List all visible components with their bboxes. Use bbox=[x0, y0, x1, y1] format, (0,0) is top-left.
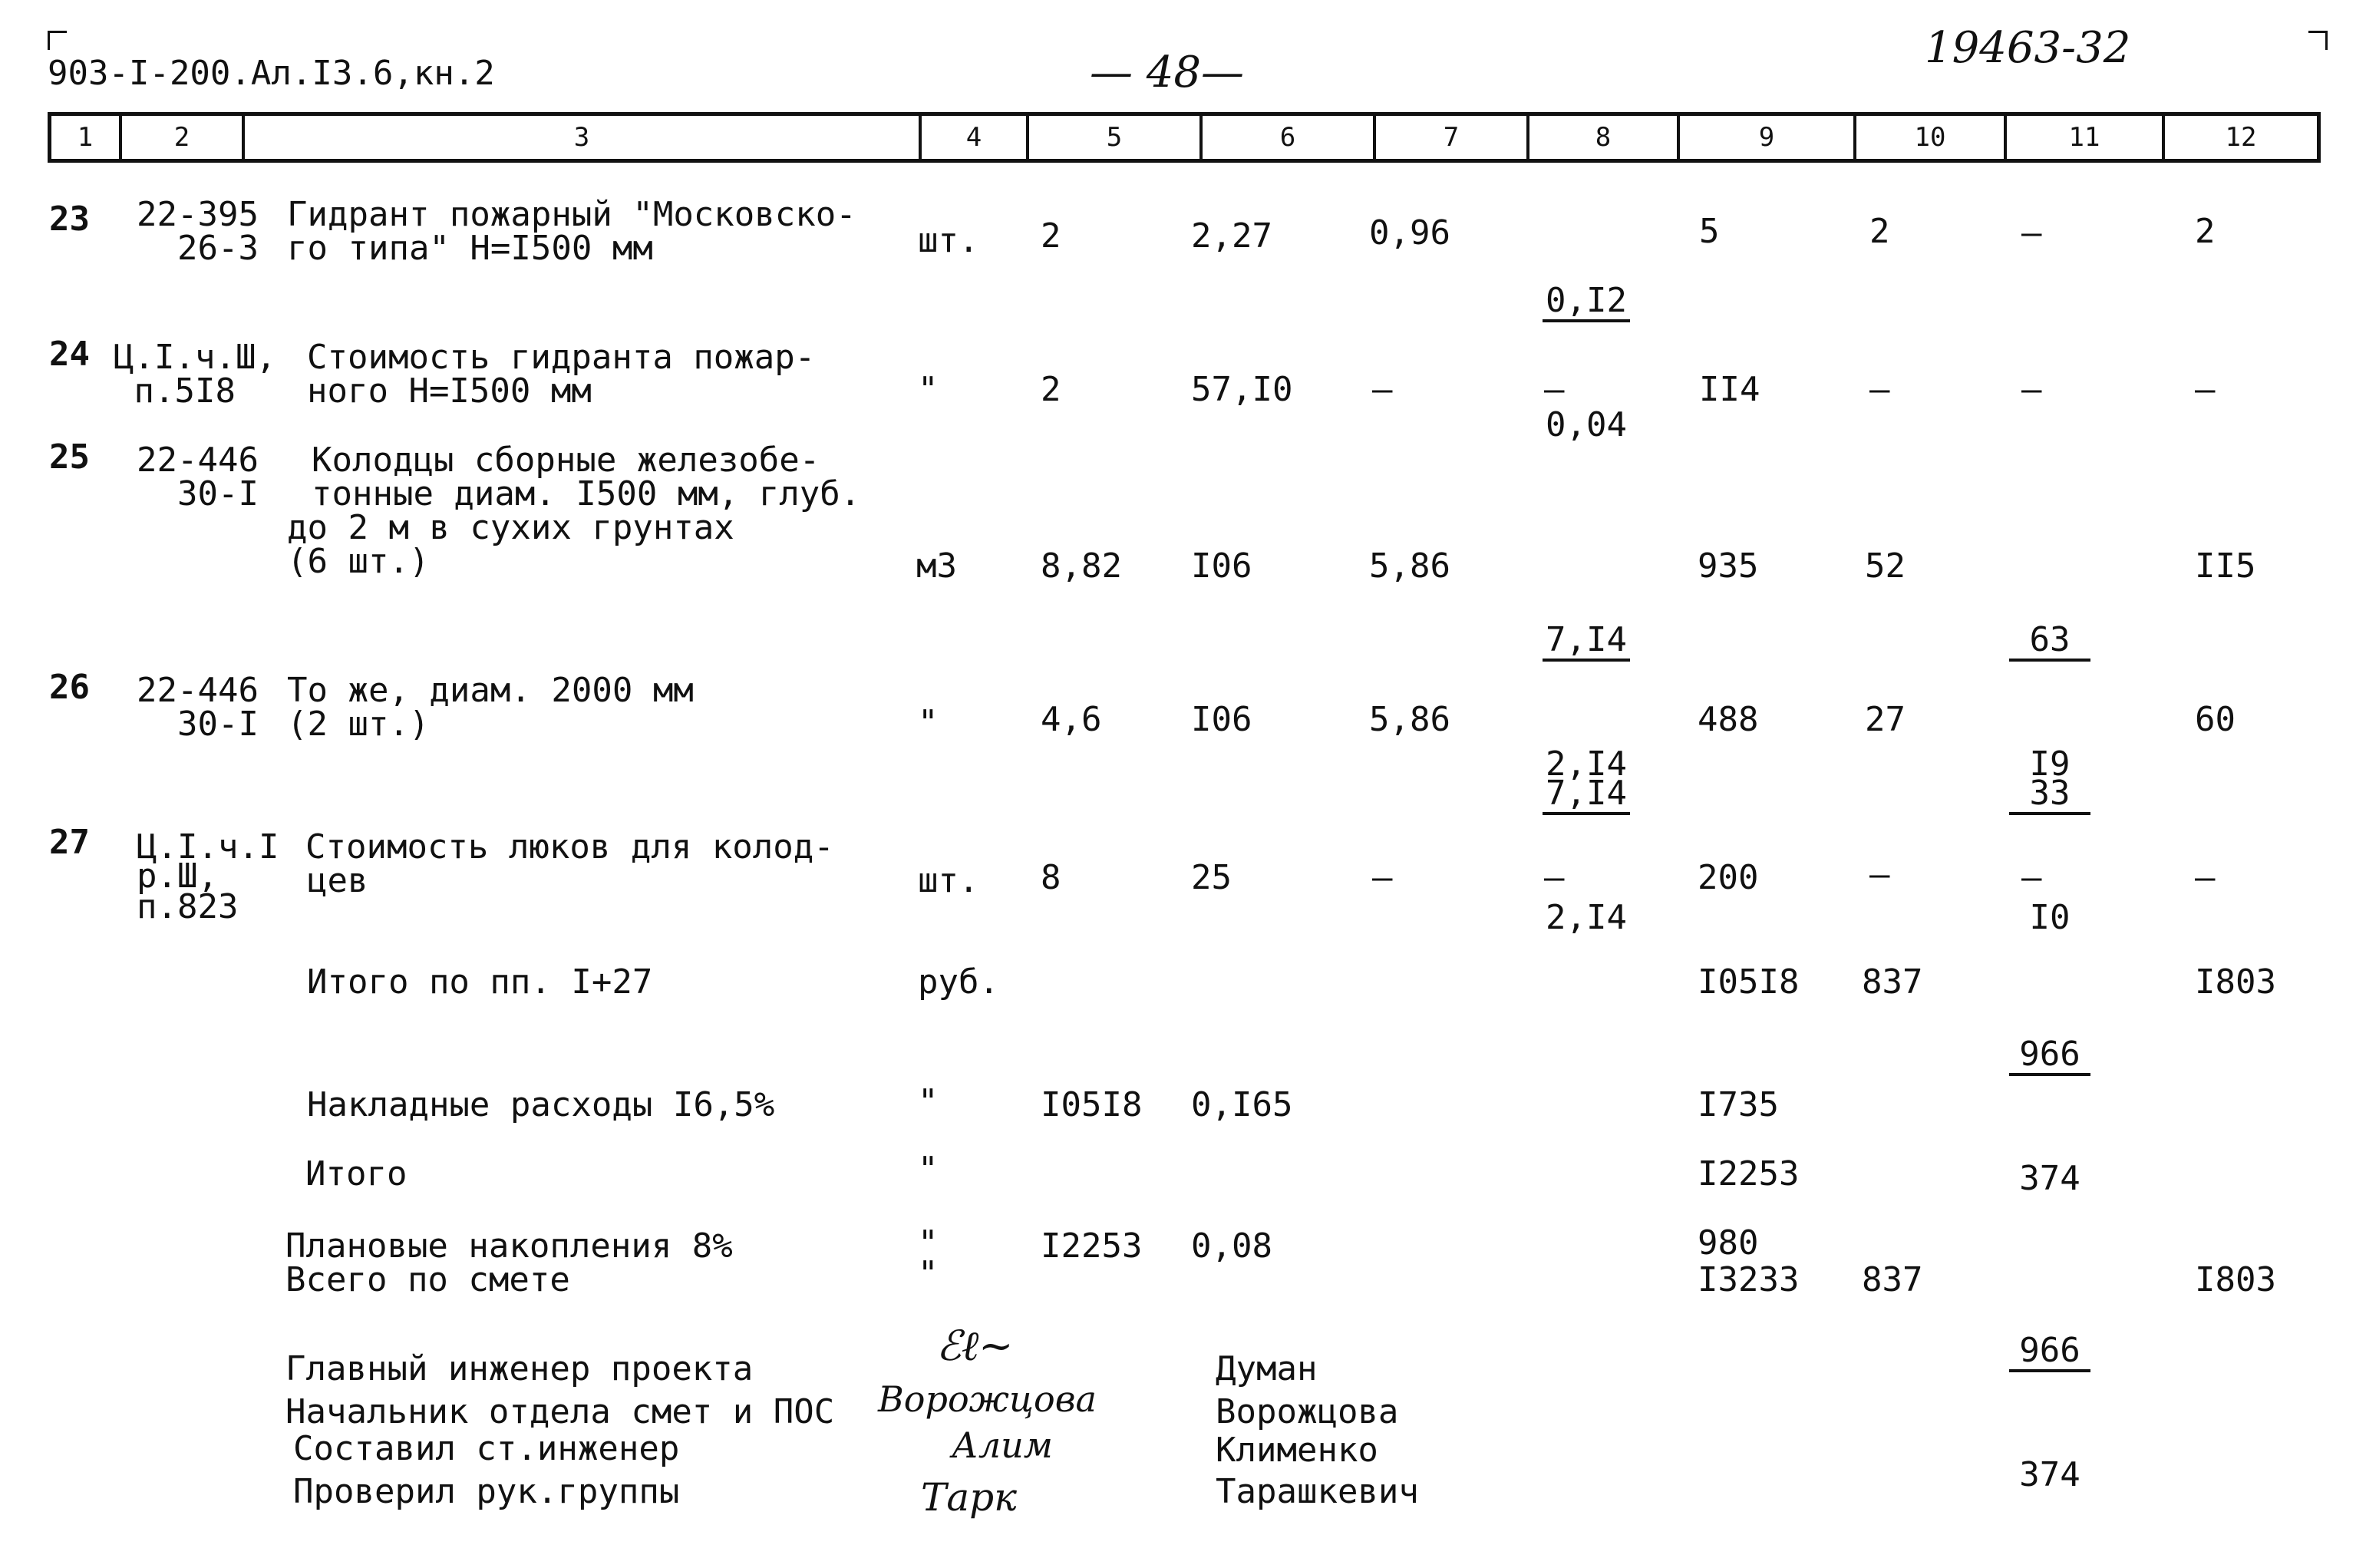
row-code-line: п.823 bbox=[137, 887, 239, 926]
row-number: 23 bbox=[49, 200, 90, 239]
row-col12: 60 bbox=[2195, 700, 2236, 739]
row-name-line: То же, диам. 2000 мм bbox=[287, 671, 694, 710]
totals-col9: I2253 bbox=[1698, 1154, 1800, 1193]
row-number: 27 bbox=[49, 823, 90, 862]
row-name-line: го типа" Н=I500 мм bbox=[287, 229, 653, 268]
row-code-line: 30-I bbox=[137, 474, 259, 513]
totals-unit: руб. bbox=[918, 962, 999, 1002]
row-name-line: Стоимость гидранта пожар- bbox=[307, 338, 816, 377]
row-code-line: Ц.I.ч.Ш, bbox=[114, 338, 276, 377]
row-unit-price: 25 bbox=[1191, 858, 1232, 897]
column-header-1: 1 bbox=[51, 116, 122, 159]
signature-role: Составил ст.инженер bbox=[293, 1429, 680, 1468]
fraction-numerator: 33 bbox=[2009, 775, 2090, 815]
row-quantity: 4,6 bbox=[1041, 700, 1102, 739]
row-col9: 935 bbox=[1698, 546, 1759, 586]
totals-col10: 837 bbox=[1862, 962, 1923, 1002]
row-col11: – bbox=[2021, 213, 2042, 253]
row-name-line: тонные диам. I500 мм, глуб. bbox=[312, 474, 861, 513]
row-name-line: Гидрант пожарный "Московско- bbox=[287, 195, 856, 234]
row-col12: II5 bbox=[2195, 546, 2256, 586]
fraction-denominator: 2,I4 bbox=[1546, 744, 1627, 784]
row-col9: II4 bbox=[1699, 370, 1760, 409]
row-name-line: ного Н=I500 мм bbox=[307, 371, 592, 411]
fraction-denominator: I9 bbox=[2029, 744, 2071, 784]
fraction-numerator: 966 bbox=[2009, 1332, 2090, 1372]
row-col11: – bbox=[2021, 858, 2042, 897]
handwritten-signature: Алим bbox=[952, 1424, 1053, 1466]
row-col10: 2 bbox=[1869, 212, 1890, 251]
document-code: 903-I-200.Ал.I3.6,кн.2 bbox=[48, 54, 495, 93]
row-name-line: (2 шт.) bbox=[287, 705, 430, 744]
totals-label: Плановые накопления 8% bbox=[285, 1226, 733, 1266]
fraction-denominator: 374 bbox=[2019, 1159, 2080, 1198]
row-code-line: 22-446 bbox=[137, 441, 259, 480]
row-name-line: до 2 м в сухих грунтах bbox=[287, 508, 734, 547]
row-name-line: Стоимость люков для колод- bbox=[305, 827, 834, 867]
row-col10: 52 bbox=[1865, 546, 1906, 586]
row-col10: 27 bbox=[1865, 700, 1906, 739]
row-col7: 5,86 bbox=[1369, 546, 1450, 586]
signature-name: Клименко bbox=[1216, 1431, 1378, 1470]
totals-base: I05I8 bbox=[1041, 1085, 1143, 1124]
totals-rate: 0,I65 bbox=[1191, 1085, 1293, 1124]
totals-label: Всего по смете bbox=[285, 1260, 570, 1299]
totals-unit: " bbox=[918, 1254, 939, 1293]
row-col7: – bbox=[1372, 858, 1393, 897]
fraction-numerator: 63 bbox=[2009, 622, 2090, 662]
row-name-line: цев bbox=[307, 861, 368, 900]
totals-col11-fraction bbox=[2009, 962, 2090, 1271]
page-number: — 48— bbox=[1090, 48, 1245, 97]
row-col7: 0,96 bbox=[1369, 213, 1450, 253]
row-quantity: 2 bbox=[1041, 370, 1061, 409]
row-unit-price: 57,I0 bbox=[1191, 370, 1293, 409]
row-col10: – bbox=[1869, 855, 1890, 894]
signature-role: Проверил рук.группы bbox=[293, 1472, 680, 1511]
totals-unit: " bbox=[918, 1223, 939, 1263]
totals-col10: 837 bbox=[1862, 1260, 1923, 1299]
row-unit-price: 2,27 bbox=[1191, 216, 1272, 256]
row-unit-price: I06 bbox=[1191, 546, 1252, 586]
row-unit-price: I06 bbox=[1191, 700, 1252, 739]
row-col10: – bbox=[1869, 370, 1890, 409]
totals-col12: I803 bbox=[2195, 1260, 2276, 1299]
totals-col9: 980 bbox=[1698, 1223, 1759, 1263]
row-name-line: (6 шт.) bbox=[287, 542, 430, 581]
column-header-3: 3 bbox=[245, 116, 922, 159]
totals-col9: I735 bbox=[1698, 1085, 1779, 1124]
row-code-line: п.5I8 bbox=[114, 371, 236, 411]
row-unit: " bbox=[918, 703, 939, 742]
signature-name: Ворожцова bbox=[1216, 1392, 1399, 1431]
column-header-6: 6 bbox=[1203, 116, 1376, 159]
row-code-line: Ц.I.ч.I bbox=[137, 827, 279, 867]
totals-unit: " bbox=[918, 1150, 939, 1189]
corner-mark-top-left bbox=[48, 31, 67, 50]
column-header-5: 5 bbox=[1029, 116, 1203, 159]
totals-label: Накладные расходы I6,5% bbox=[307, 1085, 775, 1124]
signature-name: Думан bbox=[1216, 1349, 1318, 1388]
column-header-4: 4 bbox=[922, 116, 1029, 159]
totals-col9: I3233 bbox=[1698, 1260, 1800, 1299]
row-unit: шт. bbox=[918, 861, 979, 900]
column-header-row bbox=[48, 112, 2321, 163]
row-name-line: Колодцы сборные железобе- bbox=[312, 441, 820, 480]
fraction-numerator: 966 bbox=[2009, 1036, 2090, 1076]
column-header-10: 10 bbox=[1856, 116, 2007, 159]
row-unit: " bbox=[918, 370, 939, 409]
row-col11: – bbox=[2021, 370, 2042, 409]
fraction-numerator: 0,I2 bbox=[1543, 282, 1630, 322]
fraction-numerator: 7,I4 bbox=[1543, 775, 1630, 815]
row-code-line: 26-3 bbox=[137, 229, 259, 268]
totals-base: I2253 bbox=[1041, 1226, 1143, 1266]
fraction-denominator: 0,04 bbox=[1546, 405, 1627, 444]
row-quantity: 8,82 bbox=[1041, 546, 1122, 586]
handwritten-signature: ℰℓ~ bbox=[936, 1322, 1014, 1370]
row-number: 26 bbox=[49, 668, 90, 707]
row-col9: 488 bbox=[1698, 700, 1759, 739]
archive-number: 19463-32 bbox=[1925, 23, 2131, 73]
row-number: 25 bbox=[49, 437, 90, 477]
fraction-denominator: I0 bbox=[2029, 898, 2071, 937]
fraction-denominator: 2,I4 bbox=[1546, 898, 1627, 937]
row-col9: 200 bbox=[1698, 858, 1759, 897]
handwritten-signature: Ворожцова bbox=[878, 1378, 1097, 1420]
row-code-line: 30-I bbox=[137, 705, 259, 744]
fraction-denominator: 374 bbox=[2019, 1455, 2080, 1494]
totals-unit: " bbox=[918, 1082, 939, 1121]
row-col12: 2 bbox=[2195, 212, 2216, 251]
row-number: 24 bbox=[49, 335, 90, 374]
totals-col9: I05I8 bbox=[1698, 962, 1800, 1002]
row-code-line: 22-446 bbox=[137, 671, 259, 710]
row-col8-fraction bbox=[1543, 701, 1630, 1010]
row-quantity: 8 bbox=[1041, 858, 1061, 897]
row-col12: – bbox=[2195, 858, 2216, 897]
row-code-line: р.Ш, bbox=[137, 857, 218, 896]
totals-label: Итого bbox=[305, 1154, 408, 1193]
row-quantity: 2 bbox=[1041, 216, 1061, 256]
handwritten-signature: Тарк bbox=[921, 1475, 1018, 1520]
totals-col11-fraction bbox=[2009, 1259, 2090, 1567]
column-header-11: 11 bbox=[2007, 116, 2165, 159]
totals-label: Итого по пп. I+27 bbox=[307, 962, 653, 1002]
row-code-line: 22-395 bbox=[137, 195, 259, 234]
column-header-9: 9 bbox=[1680, 116, 1856, 159]
corner-mark-top-right bbox=[2308, 31, 2328, 50]
row-col7: 5,86 bbox=[1369, 700, 1450, 739]
signature-name: Тарашкевич bbox=[1216, 1472, 1419, 1511]
row-unit: шт. bbox=[918, 221, 979, 260]
row-col7: – bbox=[1372, 370, 1393, 409]
row-unit: м3 bbox=[916, 546, 957, 586]
row-col9: 5 bbox=[1699, 212, 1720, 251]
row-col8: – bbox=[1544, 370, 1565, 409]
fraction-numerator: 7,I4 bbox=[1543, 622, 1630, 662]
row-col8-fraction bbox=[1543, 209, 1630, 517]
row-col8: – bbox=[1544, 858, 1565, 897]
signature-role: Начальник отдела смет и ПОС bbox=[285, 1392, 835, 1431]
column-header-12: 12 bbox=[2225, 122, 2257, 153]
row-col12: – bbox=[2195, 370, 2216, 409]
totals-col12: I803 bbox=[2195, 962, 2276, 1002]
column-header-2: 2 bbox=[122, 116, 245, 159]
signature-role: Главный инженер проекта bbox=[285, 1349, 754, 1388]
totals-rate: 0,08 bbox=[1191, 1226, 1272, 1266]
column-header-8: 8 bbox=[1529, 116, 1680, 159]
column-header-7: 7 bbox=[1376, 116, 1529, 159]
